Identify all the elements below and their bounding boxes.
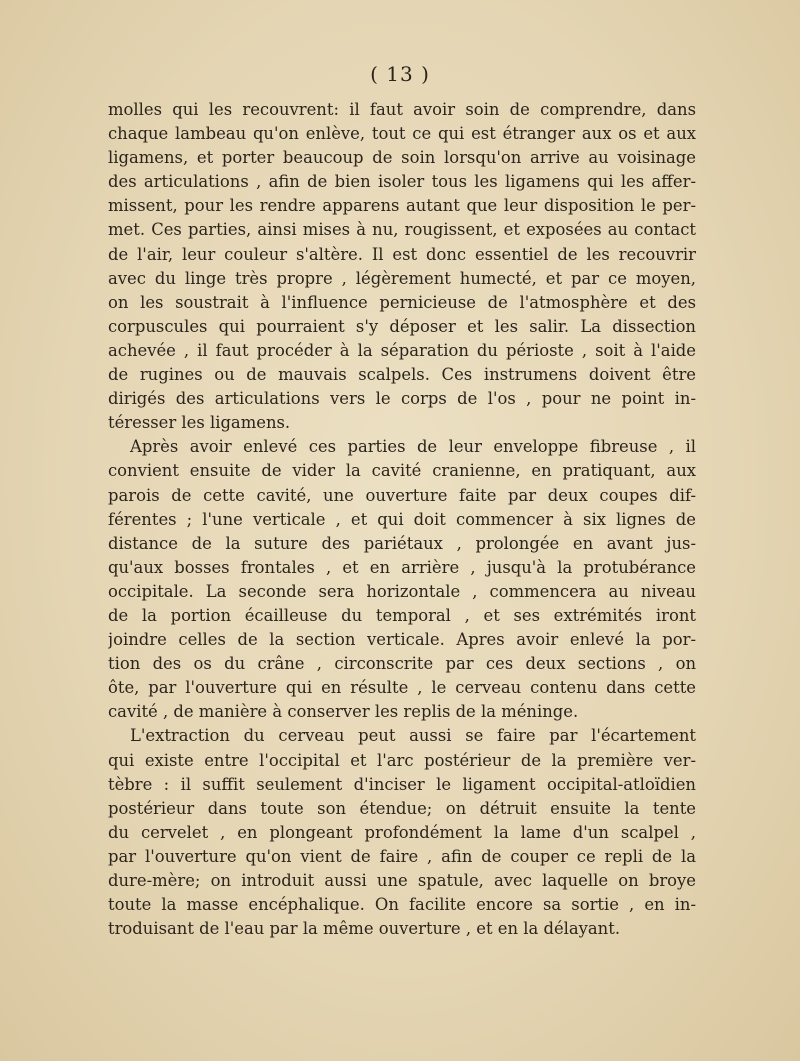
paragraph xyxy=(108,724,696,941)
text-line: de rugines ou de mauvais scalpels. Ces instrumens doivent être xyxy=(108,365,696,385)
text-line: convient ensuite de vider la cavité cranienne, en pratiquant, aux xyxy=(108,461,696,481)
page-number: ( 13 ) xyxy=(370,62,430,86)
text-line: des articulations , afin de bien isoler tous les ligamens qui les affer- xyxy=(108,172,696,192)
text-line: tion des os du crâne , circonscrite par ces deux sections , on xyxy=(108,654,696,674)
text-line: qui existe entre l'occipital et l'arc postérieur de la première ver- xyxy=(108,750,696,770)
text-line: de l'air, leur couleur s'altère. Il est donc essentiel de les recouvrir xyxy=(108,244,696,264)
text-line: missent, pour les rendre apparens autant que leur disposition le per- xyxy=(108,196,696,216)
text-line: du cervelet , en plongeant profondément la lame d'un scalpel , xyxy=(108,822,696,842)
text-line: L'extraction du cerveau peut aussi se faire par l'écartement xyxy=(130,726,696,746)
text-line: joindre celles de la section verticale. Apres avoir enlevé la por- xyxy=(108,630,696,650)
text-line: postérieur dans toute son étendue; on détruit ensuite la tente xyxy=(108,798,696,818)
text-line: téresser les ligamens. xyxy=(108,413,291,433)
text-line: toute la masse encéphalique. On facilite encore sa sortie , en in- xyxy=(108,895,696,915)
text-line: troduisant de l'eau par la même ouverture , et en la délayant. xyxy=(108,919,621,939)
paragraph xyxy=(108,98,696,435)
text-line: qu'aux bosses frontales , et en arrière , jusqu'à la protubérance xyxy=(108,557,696,577)
text-line: achevée , il faut procéder à la séparation du périoste , soit à l'aide xyxy=(108,340,696,360)
text-line: dure-mère; on introduit aussi une spatule, avec laquelle on broye xyxy=(108,871,696,890)
text-line: par l'ouverture qu'on vient de faire , afin de couper ce repli de la xyxy=(108,846,696,866)
text-line: férentes ; l'une verticale , et qui doit commencer à six lignes de xyxy=(108,509,696,529)
text-line: parois de cette cavité, une ouverture faite par deux coupes dif- xyxy=(108,485,696,505)
text-line: ligamens, et porter beaucoup de soin lorsqu'on arrive au voisinage xyxy=(108,148,696,168)
text-line: Après avoir enlevé ces parties de leur enveloppe fibreuse , il xyxy=(130,437,696,457)
text-line: distance de la suture des pariétaux , prolongée en avant jus- xyxy=(108,533,696,553)
text-line: tèbre : il suffit seulement d'inciser le ligament occipital-atloïdien xyxy=(108,774,696,794)
text-line: ôte, par l'ouverture qui en résulte , le cerveau contenu dans cette xyxy=(108,678,696,698)
text-line: de la portion écailleuse du temporal , et ses extrémités iront xyxy=(108,605,696,625)
text-line: occipitale. La seconde sera horizontale , commencera au niveau xyxy=(108,581,696,601)
body-text xyxy=(108,98,696,941)
text-line: cavité , de manière à conserver les replis de la méninge. xyxy=(108,702,579,722)
paragraph xyxy=(108,435,696,724)
text-line: avec du linge très propre , légèrement humecté, et par ce moyen, xyxy=(108,268,696,288)
text-line: molles qui les recouvrent: il faut avoir soin de comprendre, dans xyxy=(108,100,696,119)
text-line: on les soustrait à l'influence pernicieuse de l'atmosphère et des xyxy=(108,292,696,312)
text-line: corpuscules qui pourraient s'y déposer et les salir. La dissection xyxy=(108,316,696,336)
text-line: chaque lambeau qu'on enlève, tout ce qui est étranger aux os et aux xyxy=(108,124,696,144)
text-line: dirigés des articulations vers le corps de l'os , pour ne point in- xyxy=(108,389,696,409)
text-line: met. Ces parties, ainsi mises à nu, rougissent, et exposées au contact xyxy=(108,220,696,240)
